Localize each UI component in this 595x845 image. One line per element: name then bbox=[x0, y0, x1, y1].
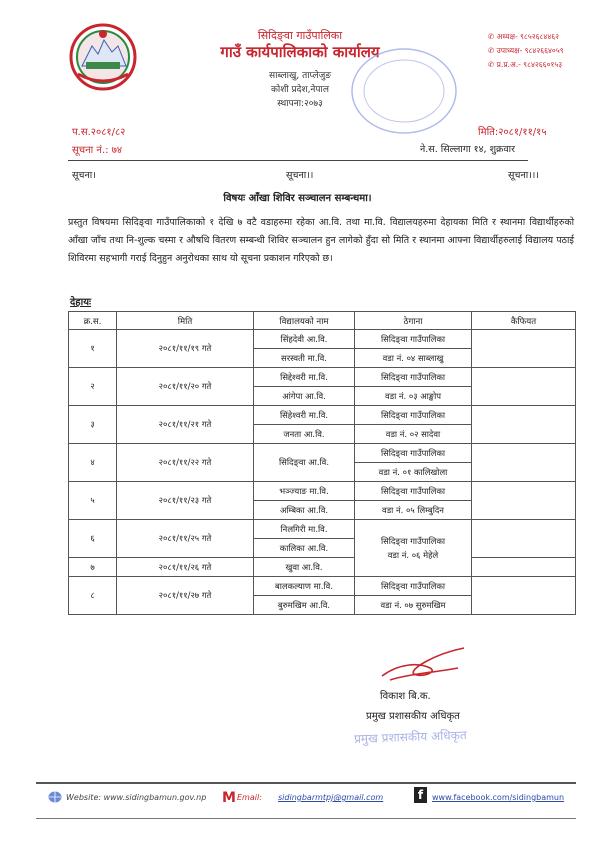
address-line: वडा नं. ०६ मेहेले bbox=[387, 549, 439, 560]
cell-school: खुवा आ.वि. bbox=[254, 558, 355, 577]
cell-school: जनता आ.वि. bbox=[254, 425, 355, 444]
reference-number: प.स.२०८१/८२ bbox=[72, 127, 126, 138]
header-school: विद्यालयको नाम bbox=[254, 312, 355, 330]
office-stamp bbox=[348, 45, 460, 137]
cell-school: बुरुमखिम आ.वि. bbox=[254, 596, 355, 615]
cell-school: सरस्वती मा.वि. bbox=[254, 349, 355, 368]
table-row bbox=[69, 330, 576, 349]
footer-email-label: Email: bbox=[237, 793, 262, 802]
cell-address: सिदिङ्वा गाउँपालिका bbox=[355, 330, 472, 349]
cell-remarks bbox=[472, 444, 576, 482]
body-paragraph: प्रस्तुत विषयमा सिदिङ्वा गाउँपालिकाको १ देखि ७ वटै वडाहरुमा रहेका आ.वि. तथा मा.वि. विद्यालयहरुमा देहायका मिति र स्थानमा विद्यार्थीहरुको आँखा जाँच तथा नि-शुल्क चस्मा र औषधि वितरण सम्बन्धी शिविर सञ्चालन हुन लागेको हुँदा सो मिति र स्थानमा आफ्ना विद्यार्थीहरुलाई विद्यालय पठाई शिविरमा सहभागी गराई दिनुहुन अनुरोधका साथ यो सूचना प्रकाशन गरिएको छ। bbox=[68, 217, 574, 264]
cell-remarks bbox=[472, 577, 576, 615]
table-row bbox=[69, 444, 576, 463]
cell-sn: १ bbox=[69, 330, 117, 368]
cell-address: वडा नं. ०४ साब्लाखु bbox=[355, 349, 472, 368]
nepal-emblem-icon bbox=[68, 22, 138, 92]
office-address: साब्लाखु, ताप्लेजुङ bbox=[269, 71, 331, 81]
cell-school: निलगिरी मा.वि. bbox=[254, 520, 355, 539]
cell-address: वडा नं. ०५ लिम्बुदिन bbox=[355, 501, 472, 520]
cell-date: २०८१/११/२० गते bbox=[117, 368, 254, 406]
cell-address: सिदिङ्वा गाउँपालिका bbox=[355, 406, 472, 425]
globe-icon bbox=[48, 791, 62, 803]
cell-school: आंगेपा आ.वि. bbox=[254, 387, 355, 406]
table-row bbox=[69, 368, 576, 387]
cell-date: २०८१/११/२२ गते bbox=[117, 444, 254, 482]
cell-school: सिंहदेवी आ.वि. bbox=[254, 330, 355, 349]
table-row bbox=[69, 482, 576, 501]
footer-website[interactable]: Website: www.sidingbamun.gov.np bbox=[66, 793, 207, 802]
cell-date: २०८१/११/२७ गते bbox=[117, 577, 254, 615]
phone-vice-chairman: ✆ उपाध्यक्ष- ९८४२६६४०५९ bbox=[488, 46, 564, 55]
cell-address: वडा नं. ०१ कालिखोला bbox=[355, 463, 472, 482]
table-row bbox=[69, 558, 576, 577]
cell-sn: ८ bbox=[69, 577, 117, 615]
cell-address: सिदिङ्वा गाउँपालिका bbox=[355, 577, 472, 596]
annex-label: देहायः bbox=[70, 297, 92, 308]
table-row bbox=[69, 406, 576, 425]
cell-address: सिदिङ्वा गाउँपालिका bbox=[355, 482, 472, 501]
office-title: गाउँ कार्यपालिकाको कार्यालय bbox=[220, 43, 380, 61]
notice-label-3: सूचना।।। bbox=[508, 170, 539, 181]
cell-sn: ३ bbox=[69, 406, 117, 444]
cell-date: २०८१/११/२३ गते bbox=[117, 482, 254, 520]
cell-sn: ५ bbox=[69, 482, 117, 520]
cell-remarks bbox=[472, 558, 576, 577]
footer-email[interactable]: sidingbarmtpj@gmail.com bbox=[278, 793, 384, 802]
cell-sn: २ bbox=[69, 368, 117, 406]
cell-date: २०८१/११/२६ गते bbox=[117, 558, 254, 577]
cell-school: बालकल्याण मा.वि. bbox=[254, 577, 355, 596]
cell-address bbox=[355, 520, 472, 577]
header-rule bbox=[68, 160, 528, 161]
schedule-table bbox=[68, 311, 576, 615]
table-header-row bbox=[69, 312, 576, 330]
nepal-sambat-date: ने.स. सिल्लागा १४, शुक्रवार bbox=[420, 144, 515, 155]
table-row bbox=[69, 577, 576, 596]
cell-remarks bbox=[472, 520, 576, 558]
cell-date: २०८१/११/१९ गते bbox=[117, 330, 254, 368]
cell-sn: ६ bbox=[69, 520, 117, 558]
issue-date: मिति:२०८१/११/१५ bbox=[478, 127, 547, 138]
cell-date: २०८१/११/२१ गते bbox=[117, 406, 254, 444]
cell-date: २०८१/११/२५ गते bbox=[117, 520, 254, 558]
footer-bottom-rule bbox=[36, 818, 576, 819]
cell-sn: ४ bbox=[69, 444, 117, 482]
header-sn: क्र.स. bbox=[69, 312, 117, 330]
signatory-stamp: प्रमुख प्रशासकीय अधिकृत bbox=[353, 728, 467, 746]
cell-address: वडा नं. ०२ सादेवा bbox=[355, 425, 472, 444]
office-established: स्थापना:२०७३ bbox=[277, 99, 323, 109]
gmail-icon: M bbox=[222, 790, 236, 806]
cell-address: वडा नं. ०७ सुरुमखिम bbox=[355, 596, 472, 615]
header-remarks: कैफियत bbox=[472, 312, 576, 330]
signature bbox=[378, 644, 468, 684]
phone-cao: ✆ प्र.प्र.अ.- ९८४२६६०१५३ bbox=[488, 60, 563, 69]
table-row bbox=[69, 520, 576, 539]
cell-school: कालिका आ.वि. bbox=[254, 539, 355, 558]
signatory-title: प्रमुख प्रशासकीय अधिकृत bbox=[366, 711, 460, 722]
municipality-name: सिदिङ्वा गाउँपालिका bbox=[257, 29, 343, 42]
phone-chairman: ✆ अध्यक्ष- ९८५२६८४४६२ bbox=[488, 32, 560, 41]
cell-school: सिदिङ्वा आ.वि. bbox=[254, 444, 355, 482]
notice-number: सूचना नं.: ७४ bbox=[72, 145, 123, 156]
cell-school: अम्बिका आ.वि. bbox=[254, 501, 355, 520]
cell-remarks bbox=[472, 368, 576, 406]
cell-remarks bbox=[472, 330, 576, 368]
subject-line: विषयः आँखा शिविर सञ्चालन सम्बन्धमा। bbox=[223, 193, 372, 204]
cell-remarks bbox=[472, 406, 576, 444]
header-address: ठेगाना bbox=[355, 312, 472, 330]
cell-address: वडा नं. ०३ आङ्खोप bbox=[355, 387, 472, 406]
cell-address: सिदिङ्वा गाउँपालिका bbox=[355, 368, 472, 387]
signatory-name: विकाश बि.क. bbox=[380, 691, 431, 702]
notice-label-2: सूचना।। bbox=[286, 170, 314, 181]
footer-rule bbox=[36, 782, 576, 784]
cell-remarks bbox=[472, 482, 576, 520]
cell-school: सिद्देश्वरी मा.वि. bbox=[254, 368, 355, 387]
facebook-icon: f bbox=[414, 787, 427, 803]
address-line: सिदिङ्वा गाउँपालिका bbox=[380, 535, 446, 546]
cell-school: सिंहेश्वरी मा.वि. bbox=[254, 406, 355, 425]
cell-sn: ७ bbox=[69, 558, 117, 577]
footer-facebook[interactable]: www.facebook.com/sidingbamun bbox=[432, 793, 565, 802]
phone-list bbox=[488, 30, 564, 72]
header-date: मिति bbox=[117, 312, 254, 330]
cell-school: भञ्ज्याङ मा.वि. bbox=[254, 482, 355, 501]
office-province: कोशी प्रदेश,नेपाल bbox=[271, 85, 329, 95]
notice-label-1: सूचना। bbox=[72, 170, 96, 181]
cell-address: सिदिङ्वा गाउँपालिका bbox=[355, 444, 472, 463]
